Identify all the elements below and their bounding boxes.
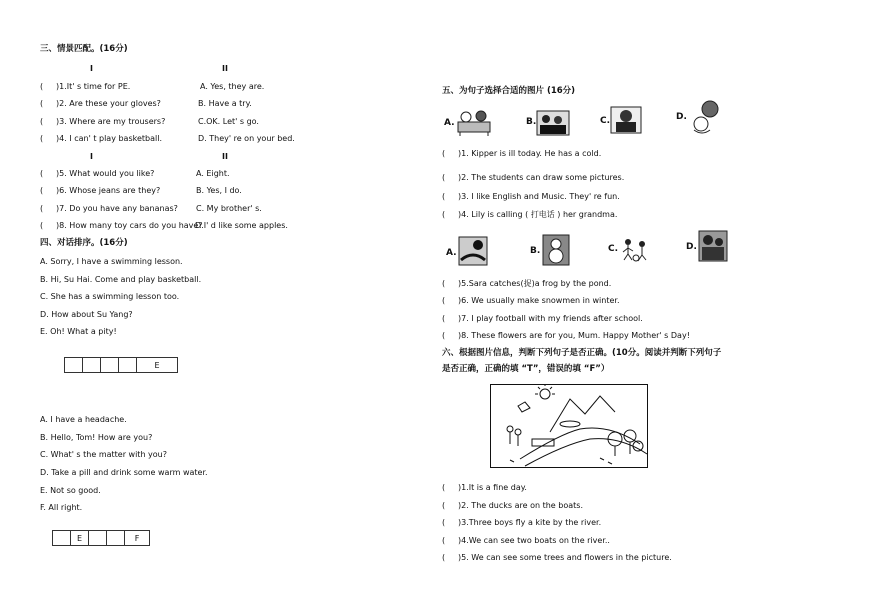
question-text: )5. What would you like?	[56, 169, 155, 178]
dialog-line: F. All right.	[40, 503, 83, 512]
picture-label: C.	[600, 116, 611, 126]
option-text: C. My brother' s.	[196, 204, 262, 213]
answer-paren[interactable]: (	[40, 82, 44, 91]
answer-paren[interactable]: (	[40, 186, 44, 195]
answer-paren[interactable]: (	[442, 501, 446, 510]
dialog-line: E. Oh! What a pity!	[40, 327, 117, 336]
students-drawing-picture[interactable]	[536, 110, 570, 136]
question-text: )5. We can see some trees and flowers in the picture.	[458, 553, 672, 562]
answer-paren[interactable]: (	[442, 553, 446, 562]
dialog-line: B. Hi, Su Hai. Come and play basketball.	[40, 275, 202, 284]
question-text: )3.Three boys fly a kite by the river.	[458, 518, 602, 527]
answer-paren[interactable]: (	[442, 483, 446, 492]
answer-paren[interactable]: (	[40, 134, 44, 143]
question-text: )4. I can' t play basketball.	[56, 134, 162, 143]
question-text: )1. Kipper is ill today. He has a cold.	[458, 149, 602, 158]
answer-paren[interactable]: (	[40, 169, 44, 178]
question-text: )1.It is a fine day.	[458, 483, 527, 492]
snowman-picture[interactable]	[542, 234, 570, 266]
column-heading-I: I	[90, 64, 93, 73]
answer-paren[interactable]: (	[442, 149, 446, 158]
answer-paren[interactable]: (	[40, 204, 44, 213]
order-box[interactable]: F	[134, 533, 140, 543]
order-box[interactable]	[83, 358, 101, 372]
option-text: A. Yes, they are.	[200, 82, 265, 91]
order-box[interactable]: E	[71, 531, 89, 545]
football-picture[interactable]	[620, 236, 650, 262]
answer-paren[interactable]: (	[442, 210, 446, 219]
question-text: )2. The ducks are on the boats.	[458, 501, 583, 510]
column-heading-I-2: I	[90, 152, 93, 161]
picture-label: B.	[530, 246, 541, 256]
frog-pond-picture[interactable]	[458, 236, 488, 266]
river-scene-picture	[490, 384, 648, 468]
sick-boy-picture[interactable]	[456, 108, 492, 136]
picture-label: C.	[608, 244, 619, 254]
answer-paren[interactable]: (	[442, 192, 446, 201]
answer-paren[interactable]: (	[442, 314, 446, 323]
dialog-line: C. She has a swimming lesson too.	[40, 292, 180, 301]
answer-paren[interactable]: (	[442, 536, 446, 545]
phone-call-picture[interactable]	[690, 100, 720, 134]
column-heading-II: II	[222, 64, 228, 73]
option-text: C.OK. Let' s go.	[198, 117, 259, 126]
order-boxes-2	[52, 530, 150, 546]
question-text: )4. Lily is calling ( 打电话 ) her grandma.	[458, 210, 618, 219]
picture-label: D.	[686, 242, 697, 252]
picture-label: B.	[526, 117, 537, 127]
question-text: )5.Sara catches(捉)a frog by the pond.	[458, 279, 612, 288]
order-box[interactable]	[119, 358, 137, 372]
option-text: D.I' d like some apples.	[195, 221, 288, 230]
question-text: )4.We can see two boats on the river..	[458, 536, 610, 545]
section6-title: 六、根据图片信息，判断下列句子是否正确。(10分。阅读并判断下列句子	[442, 348, 722, 358]
option-text: B. Have a try.	[198, 99, 252, 108]
section3-title: 三、情景匹配。(16分)	[40, 44, 128, 54]
answer-paren[interactable]: (	[442, 296, 446, 305]
answer-paren[interactable]: (	[442, 331, 446, 340]
option-text: A. Eight.	[196, 169, 230, 178]
dialog-line: D. How about Su Yang?	[40, 310, 133, 319]
question-text: )3. I like English and Music. They' re fun.	[458, 192, 620, 201]
question-text: )2. Are these your gloves?	[56, 99, 161, 108]
answer-paren[interactable]: (	[40, 99, 44, 108]
order-box[interactable]	[107, 531, 125, 545]
answer-paren[interactable]: (	[40, 117, 44, 126]
order-box[interactable]	[89, 531, 107, 545]
answer-paren[interactable]: (	[442, 518, 446, 527]
section4-title: 四、对话排序。(16分)	[40, 238, 128, 248]
answer-paren[interactable]: (	[442, 279, 446, 288]
dialog-line: A. Sorry, I have a swimming lesson.	[40, 257, 183, 266]
question-text: )7. Do you have any bananas?	[56, 204, 178, 213]
mothers-day-picture[interactable]	[698, 230, 728, 262]
question-text: )1.It' s time for PE.	[56, 82, 131, 91]
dialog-line: E. Not so good.	[40, 486, 101, 495]
question-text: )7. I play football with my friends after school.	[458, 314, 643, 323]
picture-label: D.	[676, 112, 687, 122]
question-text: )6. We usually make snowmen in winter.	[458, 296, 620, 305]
order-box[interactable]	[65, 358, 83, 372]
answer-paren[interactable]: (	[442, 173, 446, 182]
question-text: )8. How many toy cars do you have?	[56, 221, 203, 230]
section5-title: 五、为句子选择合适的图片 (16分)	[442, 86, 576, 96]
answer-paren[interactable]: (	[40, 221, 44, 230]
question-text: )8. These flowers are for you, Mum. Happy Mother' s Day!	[458, 331, 690, 340]
dialog-line: C. What' s the matter with you?	[40, 450, 167, 459]
question-text: )6. Whose jeans are they?	[56, 186, 161, 195]
picture-label: A.	[444, 118, 455, 128]
picture-label: A.	[446, 248, 457, 258]
question-text: )2. The students can draw some pictures.	[458, 173, 625, 182]
order-box[interactable]: E	[154, 360, 160, 370]
english-music-picture[interactable]	[610, 106, 642, 134]
option-text: B. Yes, I do.	[196, 186, 242, 195]
dialog-line: B. Hello, Tom! How are you?	[40, 433, 153, 442]
order-box[interactable]	[53, 531, 71, 545]
option-text: D. They' re on your bed.	[198, 134, 295, 143]
question-text: )3. Where are my trousers?	[56, 117, 166, 126]
dialog-line: D. Take a pill and drink some warm water.	[40, 468, 208, 477]
column-heading-II-2: II	[222, 152, 228, 161]
section6-title-line2: 是否正确，正确的填 “T”，错误的填 “F”）	[442, 364, 610, 374]
dialog-line: A. I have a headache.	[40, 415, 127, 424]
order-box[interactable]	[101, 358, 119, 372]
order-boxes-1	[64, 357, 178, 373]
